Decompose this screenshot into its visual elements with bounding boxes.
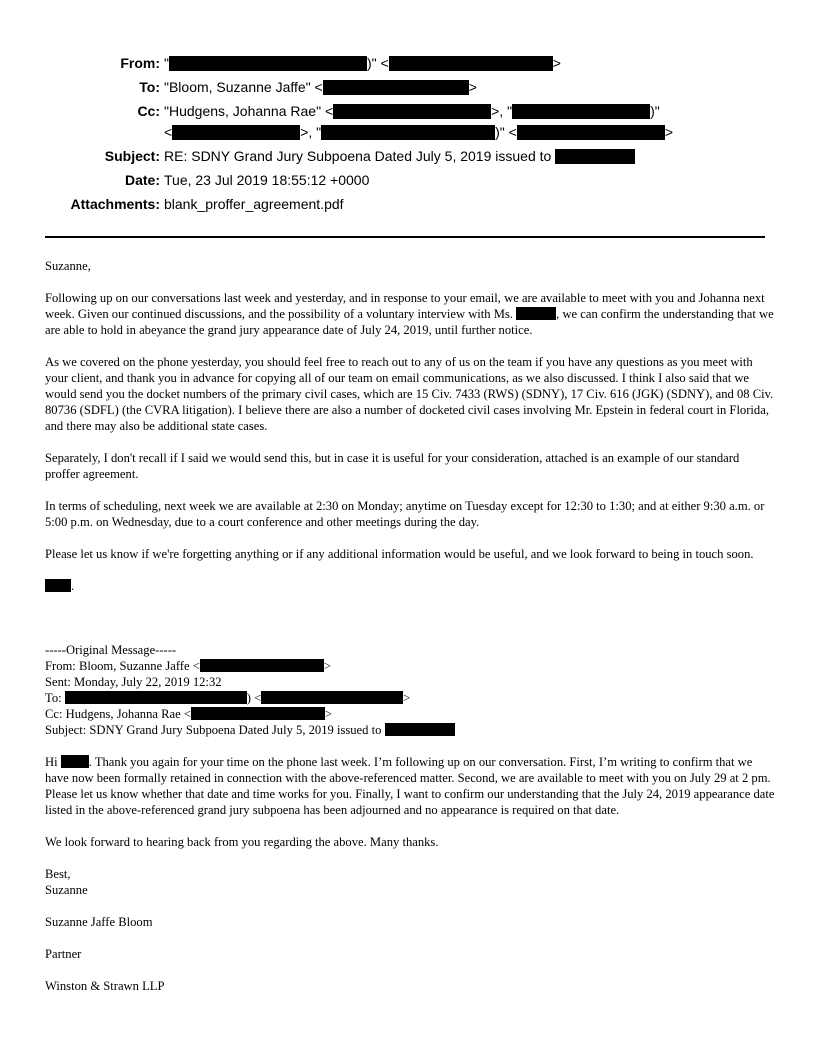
original-subject-text: Subject: SDNY Grand Jury Subpoena Dated July 5, 2019 issued to — [45, 723, 385, 737]
cc-text: )" — [650, 103, 660, 119]
date-label: Date: — [124, 172, 160, 188]
from-quote: " — [164, 55, 169, 71]
subject-label: Subject: — [104, 148, 160, 164]
original-cc-bracket: > — [324, 707, 333, 721]
redaction — [169, 56, 367, 71]
to-text: "Bloom, Suzanne Jaffe" < — [164, 79, 323, 95]
redaction — [516, 307, 556, 320]
original-to-bracket: > — [403, 691, 411, 705]
closing-name: Suzanne — [45, 883, 88, 897]
email-body — [45, 258, 775, 1010]
original-cc-text: Cc: Hudgens, Johanna Rae < — [45, 707, 191, 721]
redaction — [555, 149, 635, 164]
cc-label: Cc: — [137, 103, 160, 119]
redaction — [191, 707, 325, 720]
redaction — [389, 56, 553, 71]
redaction — [321, 125, 495, 140]
redaction — [512, 104, 650, 119]
cc-text: )" < — [495, 124, 517, 140]
to-value — [164, 79, 477, 95]
original-cc — [45, 706, 775, 722]
from-bracket: > — [552, 55, 561, 71]
cc-text: >, " — [491, 103, 513, 119]
paragraph-4: In terms of scheduling, next week we are available at 2:30 on Monday; anytime on Tuesday except for 12:30 to 1:30; and at either 9:30 a.m. or 5:00 p.m. on Wednesday, due to a court conference and other meetings during the day. — [45, 499, 765, 529]
original-to-text: To: — [45, 691, 65, 705]
from-label: From: — [120, 55, 160, 71]
header-divider — [45, 236, 765, 238]
original-paragraph-2: We look forward to hearing back from you regarding the above. Many thanks. — [45, 835, 439, 849]
paragraph-text: , we can confirm the understanding that we are able to hold in abeyance the grand jury appearance date of July 24, 2019, until further notice. — [45, 307, 774, 337]
cc-value-2 — [164, 124, 673, 140]
signature — [45, 578, 775, 594]
paragraph-text: . Thank you again for your time on the phone last week. I’m following up on our conversation. First, I’m writing to confirm that we have now been formally retained in connection with the above-referenced matter. Second, we are available to meet with you on July 29 at 2 pm. Please let us know whether that date and time works for you. Finally, I want to confirm our understanding that the July 24, 2019 appearance date listed in the above-referenced grand jury subpoena has been adjourned and no appearance is required on that date. — [45, 755, 775, 817]
attachments-label: Attachments: — [70, 196, 160, 212]
original-to-text: ) < — [246, 691, 262, 705]
from-quote: )" < — [366, 55, 389, 71]
redaction — [61, 755, 89, 768]
paragraph-3: Separately, I don't recall if I said we would send this, but in case it is useful for your consideration, attached is an example of our standard proffer agreement. — [45, 451, 740, 481]
original-hi: Hi — [45, 755, 61, 769]
redaction — [261, 691, 403, 704]
subject-text: RE: SDNY Grand Jury Subpoena Dated July 5, 2019 issued to — [164, 148, 556, 164]
original-to — [45, 690, 775, 706]
paragraph-5: Please let us know if we're forgetting anything or if any additional information would be useful, and we look forward to being in touch soon. — [45, 547, 754, 561]
redaction — [200, 659, 324, 672]
original-paragraph-1 — [45, 754, 775, 818]
paragraph-1 — [45, 290, 775, 338]
cc-text: >, " — [300, 124, 322, 140]
original-from-bracket: > — [323, 659, 331, 673]
redaction — [172, 125, 300, 140]
paragraph-text: Following up on our conversations last week and yesterday, and in response to your email, we are available to meet with you and Johanna next week. Given our continued discussions, and the possibility of a voluntary interview with Ms. — [45, 291, 765, 321]
cc-text: < — [164, 124, 173, 140]
redaction — [65, 691, 247, 704]
signature-title: Partner — [45, 947, 82, 961]
to-bracket: > — [468, 79, 477, 95]
original-sent: Sent: Monday, July 22, 2019 12:32 — [45, 675, 222, 689]
attachment-link[interactable]: blank_proffer_agreement.pdf — [164, 196, 344, 212]
paragraph-2: As we covered on the phone yesterday, you should feel free to reach out to any of us on the team if you have any questions as you meet with your client, and thank you in advance for copying all of our team on email communications, as we also discussed. I think I also said that we would send you the docket numbers of the primary civil cases, which are 15 Civ. 7433 (RWS) (SDNY), 17 Civ. 616 (JGK) (SDNY), and 08 Civ. 80736 (SDFL) (the CVRA litigation). I believe there are also a number of docketed civil cases involving Mr. Epstein in federal court in Florida, and there may also be additional state cases. — [45, 355, 774, 433]
original-from-text: From: Bloom, Suzanne Jaffe < — [45, 659, 200, 673]
redaction — [517, 125, 665, 140]
original-from — [45, 658, 775, 674]
date-value: Tue, 23 Jul 2019 18:55:12 +0000 — [164, 172, 370, 188]
from-value — [164, 55, 561, 71]
redaction — [323, 80, 469, 95]
signature-period: . — [71, 579, 75, 593]
cc-value — [164, 103, 660, 119]
signature-name: Suzanne Jaffe Bloom — [45, 915, 153, 929]
redaction — [333, 104, 491, 119]
spacer — [45, 610, 775, 642]
to-label: To: — [139, 79, 160, 95]
original-divider: -----Original Message----- — [45, 643, 177, 657]
greeting: Suzanne, — [45, 259, 91, 273]
cc-text: "Hudgens, Johanna Rae" < — [164, 103, 334, 119]
original-subject — [45, 722, 775, 738]
redaction — [385, 723, 455, 736]
redaction — [45, 579, 71, 592]
closing: Best, — [45, 867, 71, 881]
signature-firm: Winston & Strawn LLP — [45, 979, 165, 993]
cc-text: > — [664, 124, 674, 140]
subject-value — [164, 148, 635, 164]
